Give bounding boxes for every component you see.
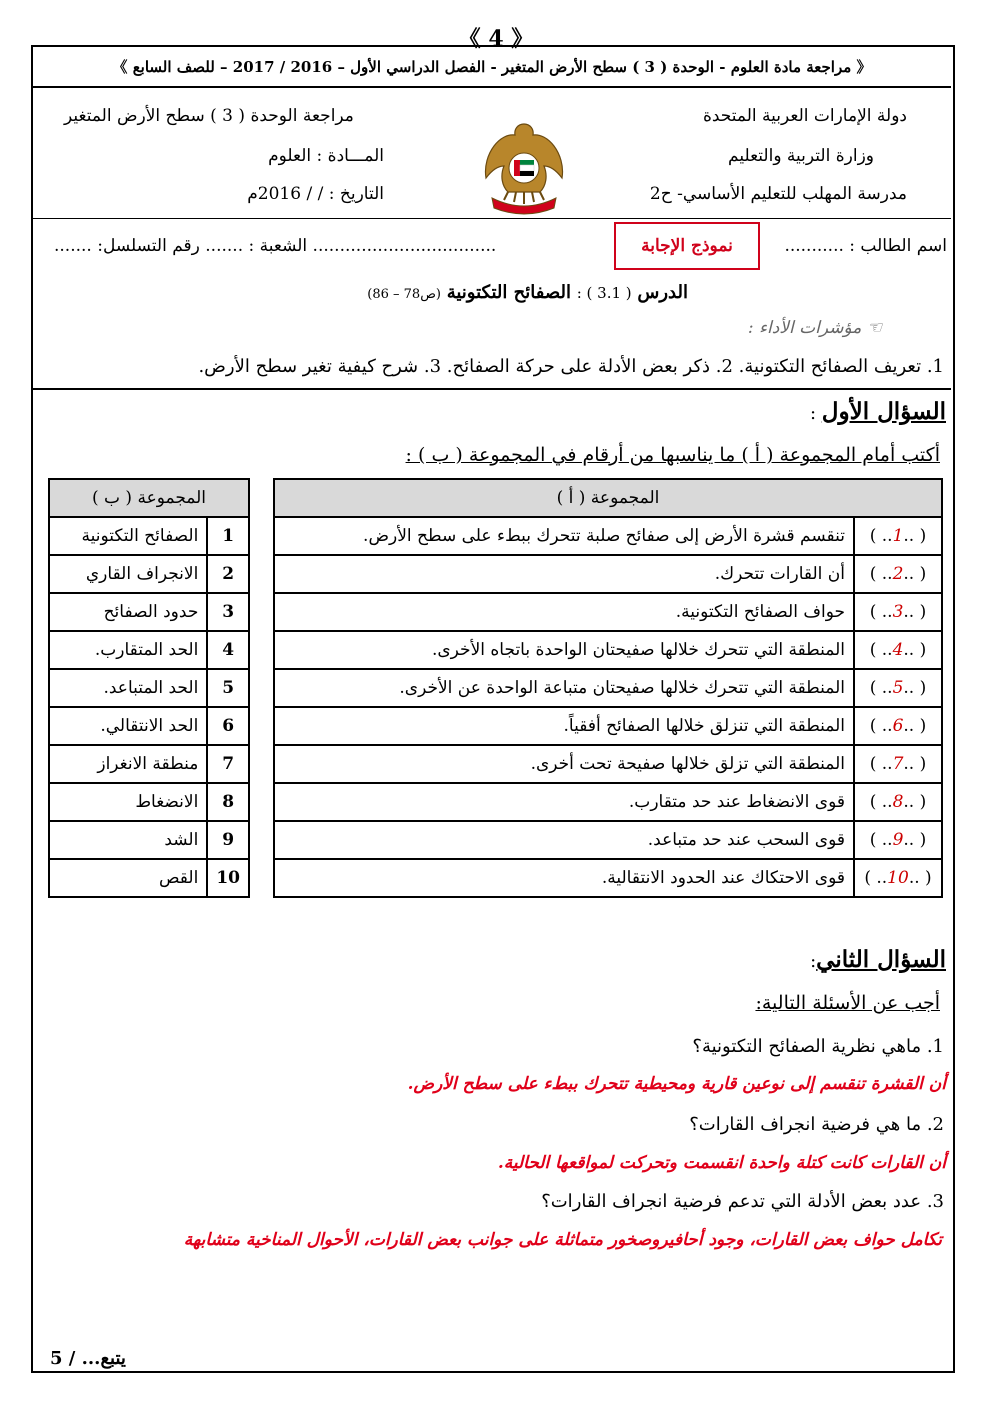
group-b-table bbox=[48, 478, 250, 898]
group-b-term: الصفائح التكتونية bbox=[49, 517, 207, 555]
table-row bbox=[49, 555, 249, 593]
group-b-number: 4 bbox=[207, 631, 249, 669]
answer-number: 7 bbox=[892, 754, 904, 774]
lesson-title: الصفائح التكتونية bbox=[446, 282, 571, 303]
group-b-number: 1 bbox=[207, 517, 249, 555]
answer-cell: ( ..9.. ) bbox=[854, 821, 942, 859]
q2-title: السؤال الثاني bbox=[816, 946, 946, 973]
group-b-term: الحد المتباعد. bbox=[49, 669, 207, 707]
group-b-number: 10 bbox=[207, 859, 249, 897]
answer-cell: ( ..5.. ) bbox=[854, 669, 942, 707]
divider bbox=[33, 388, 951, 390]
group-b-number: 3 bbox=[207, 593, 249, 631]
table-row bbox=[49, 707, 249, 745]
table-row bbox=[49, 783, 249, 821]
goals: 1. تعريف الصفائح التكتونية. 2. ذكر بعض الأدلة على حركة الصفائح. 3. شرح كيفية تغير سطح الأرض. bbox=[198, 356, 944, 377]
group-a-statement: المنطقة التي تنزلق خلالها الصفائح أفقياً. bbox=[274, 707, 854, 745]
group-b-number: 8 bbox=[207, 783, 249, 821]
q1-instruction: أكتب أمام المجموعة ( أ ) ما يناسبها من أرقام في المجموعة ( ب ) : bbox=[405, 444, 940, 466]
table-row bbox=[49, 859, 249, 897]
q2-answer-1: أن القشرة تنقسم إلى نوعين قارية ومحيطية تتحرك ببطء على سطح الأرض. bbox=[407, 1074, 946, 1094]
q2-heading: السؤال الثاني: bbox=[810, 946, 946, 973]
answer-cell: ( ..7.. ) bbox=[854, 745, 942, 783]
date-label: التاريخ : / / 2016م bbox=[247, 184, 384, 204]
table-row bbox=[274, 783, 942, 821]
group-a-statement: قوى السحب عند حد متباعد. bbox=[274, 821, 854, 859]
group-a-statement: تنقسم قشرة الأرض إلى صفائح صلبة تتحرك ببطء على سطح الأرض. bbox=[274, 517, 854, 555]
answer-number: 6 bbox=[892, 716, 904, 736]
q2-answer-2: أن القارات كانت كتلة واحدة انقسمت وتحركت لمواقعها الحالية. bbox=[497, 1153, 946, 1173]
group-a-statement: أن القارات تتحرك. bbox=[274, 555, 854, 593]
answer-cell: ( ..3.. ) bbox=[854, 593, 942, 631]
table-row bbox=[49, 745, 249, 783]
group-b-term: الحد المتقارب. bbox=[49, 631, 207, 669]
group-b-term: القص bbox=[49, 859, 207, 897]
group-b-term: حدود الصفائح bbox=[49, 593, 207, 631]
answer-cell: ( ..4.. ) bbox=[854, 631, 942, 669]
table-row bbox=[274, 517, 942, 555]
lesson-heading bbox=[367, 282, 688, 303]
table-row bbox=[274, 593, 942, 631]
table-row bbox=[274, 555, 942, 593]
group-a-statement: المنطقة التي تزلق خلالها صفيحة تحت أخرى. bbox=[274, 745, 854, 783]
group-b-number: 5 bbox=[207, 669, 249, 707]
performance-indicators bbox=[748, 318, 882, 338]
table-row bbox=[274, 707, 942, 745]
group-a-statement: المنطقة التي تتحرك خلالها صفيحتان متباعة الواحدة عن الأخرى. bbox=[274, 669, 854, 707]
answer-number: 5 bbox=[892, 678, 904, 698]
answer-number: 10 bbox=[887, 868, 909, 888]
group-b-term: الحد الانتقالي. bbox=[49, 707, 207, 745]
performance-label: مؤشرات الأداء : bbox=[747, 318, 862, 338]
table-row bbox=[274, 821, 942, 859]
group-b-header: المجموعة ( ب ) bbox=[49, 479, 249, 517]
group-a-statement: حواف الصفائح التكتونية. bbox=[274, 593, 854, 631]
table-row bbox=[274, 859, 942, 897]
group-b-term: الانجراف القاري bbox=[49, 555, 207, 593]
group-a-statement: قوى الانضغاط عند حد متقارب. bbox=[274, 783, 854, 821]
subject-label: المـــادة : العلوم bbox=[268, 146, 384, 166]
answer-cell: ( ..6.. ) bbox=[854, 707, 942, 745]
table-row bbox=[274, 669, 942, 707]
continue-footer: يتبع... / 5 bbox=[50, 1348, 126, 1369]
q2-question-3: 3. عدد بعض الأدلة التي تدعم فرضية انجراف القارات؟ bbox=[541, 1191, 944, 1212]
answer-cell: ( ..10.. ) bbox=[854, 859, 942, 897]
student-name-label: اسم الطالب : ........... bbox=[784, 236, 947, 256]
answer-number: 1 bbox=[892, 526, 904, 546]
table-row bbox=[49, 517, 249, 555]
answer-number: 4 bbox=[892, 640, 904, 660]
group-b-number: 6 bbox=[207, 707, 249, 745]
group-b-number: 9 bbox=[207, 821, 249, 859]
group-a-table bbox=[273, 478, 943, 898]
table-row bbox=[274, 631, 942, 669]
answer-number: 2 bbox=[892, 564, 904, 584]
group-b-number: 2 bbox=[207, 555, 249, 593]
group-a-statement: قوى الاحتكاك عند الحدود الانتقالية. bbox=[274, 859, 854, 897]
table-row bbox=[49, 631, 249, 669]
answer-cell: ( ..2.. ) bbox=[854, 555, 942, 593]
lesson-pages: (ص78 – 86) bbox=[367, 287, 441, 302]
table-row bbox=[49, 821, 249, 859]
answer-number: 9 bbox=[892, 830, 904, 850]
lesson-label: الدرس bbox=[637, 282, 688, 303]
answer-number: 3 bbox=[892, 602, 904, 622]
uae-emblem-logo bbox=[478, 120, 570, 216]
table-row bbox=[274, 745, 942, 783]
review-title: مراجعة الوحدة ( 3 ) سطح الأرض المتغير bbox=[64, 106, 354, 126]
school-country: دولة الإمارات العربية المتحدة bbox=[702, 106, 907, 126]
table-row bbox=[49, 593, 249, 631]
answer-cell: ( ..1.. ) bbox=[854, 517, 942, 555]
lesson-number: ( 3.1 ) : bbox=[576, 284, 632, 302]
q1-heading: السؤال الأول : bbox=[809, 398, 946, 425]
page-number: 《 4 》 bbox=[458, 26, 534, 52]
pointer-hand-icon: ☜ bbox=[861, 318, 882, 338]
answer-cell: ( ..8.. ) bbox=[854, 783, 942, 821]
q2-instruction: أجب عن الأسئلة التالية: bbox=[755, 992, 940, 1014]
group-b-term: الشد bbox=[49, 821, 207, 859]
school-ministry: وزارة التربية والتعليم bbox=[728, 146, 874, 166]
group-a-statement: المنطقة التي تتحرك خلالها صفيحتان الواحدة باتجاه الأخرى. bbox=[274, 631, 854, 669]
table-row bbox=[49, 669, 249, 707]
q2-question-2: 2. ما هي فرضية انجراف القارات؟ bbox=[689, 1114, 944, 1135]
group-b-term: منطقة الانغراز bbox=[49, 745, 207, 783]
answer-number: 8 bbox=[892, 792, 904, 812]
section-serial-label: .................................. الشعبة : ....... رقم التسلسل: ....... bbox=[54, 236, 497, 256]
group-b-number: 7 bbox=[207, 745, 249, 783]
q2-answer-3: تكامل حواف بعض القارات، وجود أحافيروصخور متماثلة على جوانب بعض القارات، الأحوال المناخية متشابهة bbox=[183, 1230, 942, 1250]
group-a-header: المجموعة ( أ ) bbox=[274, 479, 942, 517]
answer-key-badge: نموذج الإجابة bbox=[614, 222, 760, 270]
group-b-term: الانضغاط bbox=[49, 783, 207, 821]
q2-question-1: 1. ماهي نظرية الصفائح التكتونية؟ bbox=[692, 1036, 944, 1057]
q1-title: السؤال الأول bbox=[821, 398, 946, 425]
school-name: مدرسة المهلب للتعليم الأساسي- ح2 bbox=[649, 184, 907, 204]
divider bbox=[33, 218, 951, 219]
header-banner: 《 مراجعة مادة العلوم - الوحدة ( 3 ) سطح الأرض المتغير - الفصل الدراسي الأول – 2016 / 2017 – للصف السابع 》 bbox=[112, 58, 872, 76]
